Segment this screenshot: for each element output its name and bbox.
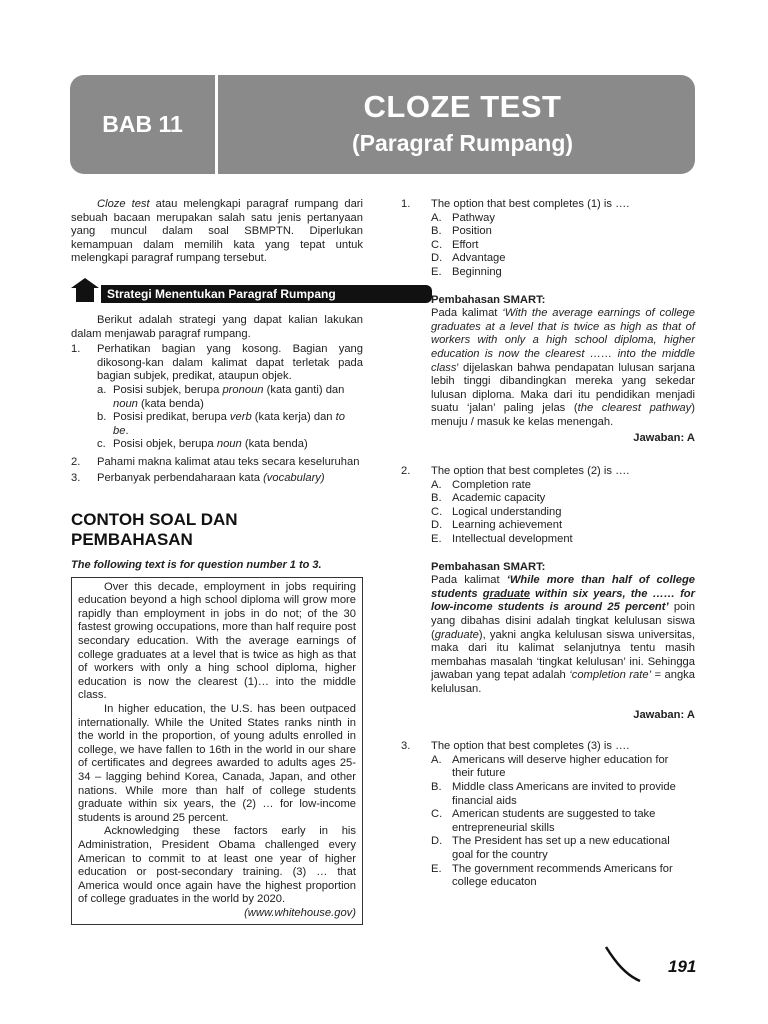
option [431, 239, 695, 253]
option-text: The government recommends Americans for college educaton [452, 862, 673, 889]
strategy-step-2 [71, 456, 363, 470]
substep-em: to be [113, 411, 345, 437]
intro-paragraph [71, 198, 363, 266]
substep-text [113, 438, 308, 452]
substep-letter: a. [97, 383, 107, 396]
option [431, 863, 695, 890]
discussion-part: = angka kelulusan. [431, 669, 695, 695]
discussion-part: Pada kalimat [431, 574, 507, 587]
question-stem: The option that best completes (2) is …. [431, 465, 630, 478]
option-text: Americans will deserve higher education for their future [452, 753, 669, 780]
right-column [401, 198, 695, 890]
strategy-step-1 [71, 343, 363, 452]
option [431, 212, 695, 226]
option [431, 754, 695, 781]
option-letter: C. [431, 238, 443, 251]
chapter-header [70, 75, 695, 174]
chapter-subtitle: (Paragraf Rumpang) [351, 130, 574, 156]
step-text-part: Perbanyak perbendaharaan kata [97, 471, 264, 484]
substep-letter: c. [97, 438, 106, 451]
substep-part: Posisi subjek, berupa [113, 383, 223, 396]
discussion-quote: ‘While more than half of college students [431, 574, 696, 600]
option-text: Advantage [452, 252, 506, 265]
option [431, 506, 695, 520]
page-number: 191 [668, 957, 697, 976]
option [431, 252, 695, 266]
option-text: Effort [452, 238, 479, 251]
header-divider [215, 75, 218, 174]
discussion-text [431, 574, 695, 696]
discussion-part: Pada kalimat [431, 307, 503, 320]
substep-part: (kata benda) [137, 397, 204, 410]
option [431, 835, 695, 862]
discussion-em: graduate [434, 628, 479, 641]
option-text: The President has set up a new educational goal for the country [452, 835, 670, 861]
option [431, 266, 695, 280]
option-text: Position [452, 225, 492, 238]
option-text: Beginning [452, 265, 502, 278]
question-number: 2. [401, 465, 411, 478]
graduation-cap-tassel [92, 288, 94, 302]
option-letter: B. [431, 780, 442, 793]
discussion-text [431, 307, 695, 429]
substep-part: . [125, 424, 129, 437]
strategy-intro: Berikut adalah strategi yang dapat kalian lakukan dalam menjawab paragraf rumpang. [71, 313, 363, 340]
substep-part: (kata benda) [241, 438, 308, 451]
option-text: Academic capacity [452, 492, 546, 505]
option-letter: A. [431, 211, 442, 224]
substep-em: verb [229, 411, 252, 424]
discussion-em: the clearest pathway [577, 402, 692, 415]
option-letter: B. [431, 492, 442, 505]
intro-text: atau melengkapi paragraf rumpang dari sebuah bacaan merupakan salah satu jenis pertanyaan yang muncul dalam soal SBMPTN. Diperlukan kemampuan dalam memilih kata yang tepat untuk melengkapi paragraf rumpang tersebut. [71, 198, 363, 265]
option-letter: E. [431, 862, 442, 875]
option-text: Logical understanding [452, 505, 562, 518]
passage-paragraph-1: Over this decade, employment in jobs requiring education beyond a high school diploma will grow more rapidly than employment in jobs in do not; of the 30 fastest growing occupations, more than half require post secondary education. With the average earnings of college graduates at a level that is twice as high as that of workers with only a hing school diploma, higher education is now the clearest (1)… into the middle class. [78, 580, 356, 702]
substep-part: (kata kerja) dan [251, 411, 336, 424]
question-2-options [431, 479, 695, 547]
discussion-em: ‘completion rate’ [569, 669, 652, 682]
option [431, 225, 695, 239]
strategy-heading [71, 284, 363, 304]
intro-term: Cloze test [97, 198, 150, 210]
option [431, 479, 695, 493]
question-stem: The option that best completes (1) is …. [431, 198, 630, 210]
option-text: Middle class Americans are invited to provide financial aids [452, 780, 676, 807]
passage-instruction: The following text is for question number 1 to 3. [71, 559, 322, 572]
option-text: American students are suggested to take entrepreneurial skills [452, 808, 656, 834]
strategy-step-3 [71, 472, 363, 486]
substep-c [97, 438, 363, 452]
substep-text [113, 384, 363, 411]
discussion-quote-emphasis: graduate [482, 587, 530, 600]
option [431, 519, 695, 533]
step-text: Pahami makna kalimat atau teks secara keseluruhan [97, 455, 360, 468]
discussion-1 [431, 294, 695, 446]
step-text: Perhatikan bagian yang kosong. Bagian yang dikosong-kan dalam kalimat dapat terletak pada bagian subjek, predikat, ataupun objek. [97, 343, 363, 383]
discussion-title: Pembahasan SMART: [431, 293, 546, 306]
answer-label: Jawaban: A [633, 431, 695, 444]
chapter-title: CLOZE TEST [363, 89, 562, 124]
passage-paragraph-2: In higher education, the U.S. has been outpaced internationally. While the United States ranks ninth in the world in the proportion, of young adults enrolled in college, we have fallen to 16th in the world in our share of certificates and degrees awarded to adults ages 25-34 – lagging behind Korea, Canada, Japan, and other nations. While more than half of college students graduate within six years, the (2) … for low-income students is around 25 percent. [78, 703, 356, 824]
substep-em: noun [113, 397, 138, 410]
substep-letter: b. [97, 411, 107, 424]
discussion-part: poin yang dibahas disini adalah tingkat kelulusan siswa ( [431, 601, 695, 641]
discussion-part: ’ dijelaskan bahwa pendapatan lulusan sarjana lebih tinggi dibandingkan mereka yang sekedar lulusan diploma. Maka dari itu pendidikan menjadi suatu ‘jalan’ paling jelas ( [431, 361, 695, 415]
substep-a [97, 384, 363, 411]
option-letter: E. [431, 265, 442, 278]
question-3-options [431, 754, 695, 890]
option-text: Intellectual development [452, 533, 573, 546]
question-number: 3. [401, 740, 411, 753]
question-1-options [431, 212, 695, 280]
option-letter: A. [431, 753, 442, 766]
substep-part: (kata ganti) dan [263, 383, 345, 396]
option-letter: D. [431, 835, 443, 848]
option [431, 808, 695, 835]
substep-text [113, 411, 363, 438]
option-letter: D. [431, 252, 443, 265]
passage-paragraph-3: Acknowledging these factors early in his Administration, President Obama challenged every American to commit to at least one year of higher education or post-secondary training. (3) … that America would once again have the highest proportion of college graduates in the world by 2020. [78, 825, 356, 906]
passage-source: (www.whitehouse.gov) [244, 906, 356, 919]
page-corner-mark [604, 945, 644, 985]
question-number: 1. [401, 198, 411, 210]
question-stem: The option that best completes (3) is …. [431, 740, 630, 753]
discussion-title: Pembahasan SMART: [431, 560, 546, 573]
substep-em: pronoun [222, 383, 264, 396]
option-text: Completion rate [452, 478, 531, 491]
reading-passage [71, 577, 363, 925]
substep-part: Posisi predikat, berupa [113, 411, 230, 424]
discussion-quote: ‘With the average earnings of college graduates at a level that is twice as high as that of workers with only a high school diploma, higher education is now the clearest …… into the middle class [431, 307, 696, 374]
discussion-2 [431, 561, 695, 723]
step-text [97, 472, 363, 486]
left-column [71, 198, 363, 925]
answer-label: Jawaban: A [633, 708, 695, 721]
substep-part: Posisi objek, berupa [113, 438, 217, 451]
discussion-part: ), yakni angka kelulusan siswa universitas, maka dari itu kalimat selanjutnya tentu masih membahas masalah ‘tingkat kelulusan’ ini. Sehingga jawaban yang tepat adalah [431, 628, 695, 682]
option-letter: A. [431, 478, 442, 491]
option-letter: B. [431, 225, 442, 238]
chapter-label: BAB 11 [102, 111, 183, 137]
option-letter: C. [431, 505, 443, 518]
step-number: 2. [71, 455, 81, 468]
graduation-cap-icon [71, 278, 99, 288]
section-title: CONTOH SOAL DAN PEMBAHASAN [71, 510, 238, 550]
option [431, 492, 695, 506]
option [431, 533, 695, 547]
discussion-quote: within six years, the …… for low-income students is around 25 percent’ [431, 587, 695, 614]
question-2 [401, 465, 695, 479]
question-1 [401, 198, 695, 212]
step-number: 1. [71, 343, 81, 356]
step-number: 3. [71, 471, 81, 484]
option-text: Pathway [452, 211, 495, 224]
option-letter: D. [431, 519, 443, 532]
question-3 [401, 740, 695, 754]
step-text-em: (vocabulary) [263, 471, 325, 484]
option-letter: C. [431, 808, 443, 821]
substep-em: noun [216, 438, 242, 451]
discussion-part: ) menuju / masuk ke kelas menengah. [431, 402, 695, 428]
option-letter: E. [431, 533, 442, 546]
option-text: Learning achievement [452, 519, 563, 532]
option [431, 781, 695, 808]
strategy-heading-label: Strategi Menentukan Paragraf Rumpang [101, 285, 432, 303]
substep-b [97, 411, 363, 438]
